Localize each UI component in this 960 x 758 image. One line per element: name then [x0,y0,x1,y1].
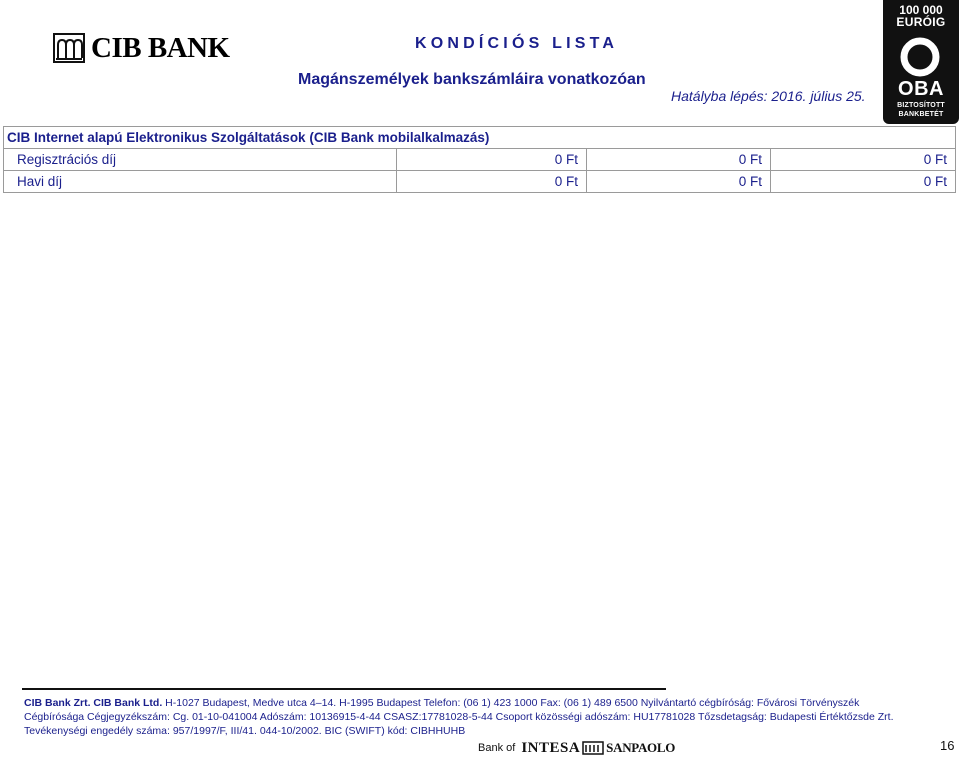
footer-registry-line: Cégbírósága Cégjegyzékszám: Cg. 01-10-041004 Adószám: 10136915-4-44 CSASZ:17781028-5-44 Csoport közösségi adószám: HU17781028 Tőzsdetagság: Budapesti Értéktőzsde Zrt. [24,711,894,723]
footer-company-name: CIB Bank Zrt. CIB Bank Ltd. [24,697,163,709]
document-subtitle: Magánszemélyek bankszámláira vonatkozóan [298,71,646,88]
fee-name: Regisztrációs díj [4,149,397,171]
group-prefix: Bank of [478,742,516,754]
fee-value: 0 Ft [587,171,771,193]
page-number: 16 [940,738,955,753]
oba-ring-icon [898,35,942,79]
fee-name: Havi díj [4,171,397,193]
effective-date: Hatályba lépés: 2016. július 25. [671,88,866,104]
table-row [4,171,956,193]
fee-value: 0 Ft [397,149,587,171]
section-title: CIB Internet alapú Elektronikus Szolgáltatások (CIB Bank mobilalkalmazás) [4,127,956,149]
group-name-sanpaolo: SANPAOLO [606,740,676,755]
section-header-row [4,127,956,149]
brand-name: CIB BANK [91,32,230,64]
fee-value: 0 Ft [587,149,771,171]
intesa-sanpaolo-logo [478,739,675,757]
fee-value: 0 Ft [771,149,956,171]
cib-building-icon [53,33,85,63]
footer-address: H-1027 Budapest, Medve utca 4–14. H-1995 Budapest Telefon: (06 1) 423 1000 Fax: (06 1) 489 6500 Nyilvántartó cégbíróság: Fővárosi Törvényszék [162,697,860,709]
oba-name: OBA [898,78,944,100]
document-title: KONDÍCIÓS LISTA [415,35,619,52]
oba-currency: EURÓIG [896,15,946,29]
sanpaolo-emblem-icon [582,741,604,755]
fee-value: 0 Ft [397,171,587,193]
group-name-intesa: INTESA [521,739,581,756]
footer-address-line [24,697,859,710]
cib-bank-logo [53,32,230,64]
fee-value: 0 Ft [771,171,956,193]
fee-table [3,126,956,193]
footer-license-line: Tevékenységi engedély száma: 957/1997/F, III/41. 044-10/2002. BIC (SWIFT) kód: CIBHHUHB [24,725,466,737]
footer-divider [22,688,666,690]
oba-amount: 100 000 [899,3,943,17]
oba-caption-1: BIZTOSÍTOTT [897,102,945,109]
table-row [4,149,956,171]
oba-caption-2: BANKBETÉT [898,111,944,118]
oba-badge [883,0,959,124]
